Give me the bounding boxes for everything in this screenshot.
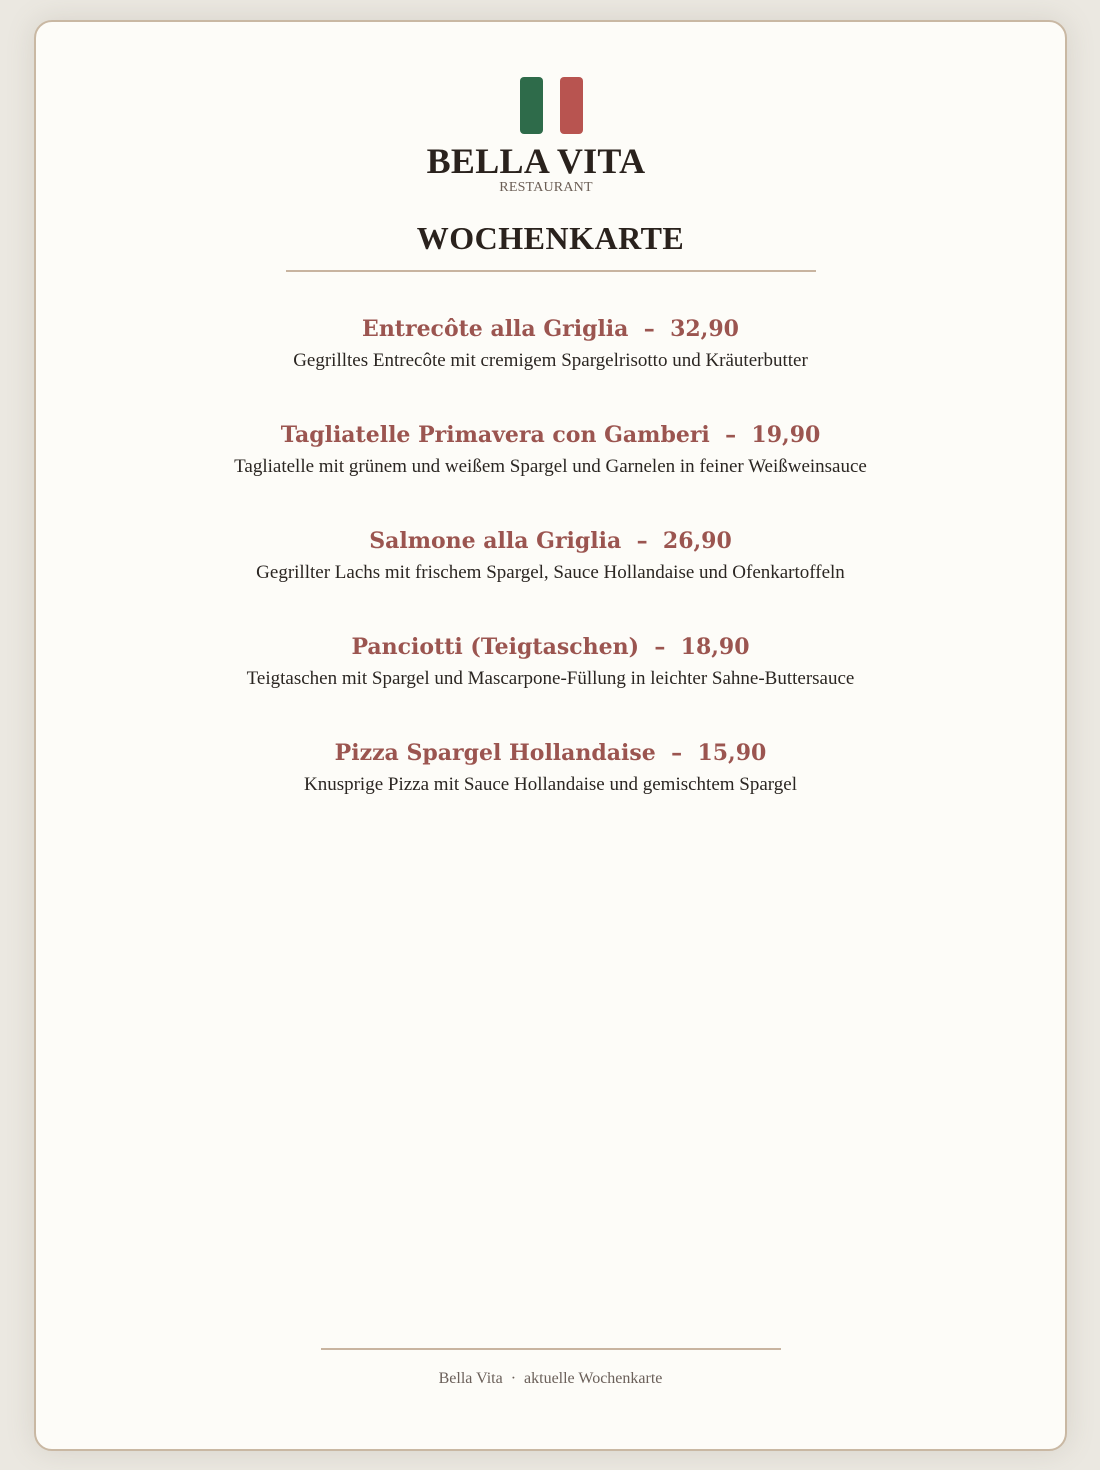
menu-item-name: Panciotti (Teigtaschen): [351, 634, 640, 660]
price-separator: –: [639, 634, 681, 660]
footer-divider: [321, 1348, 781, 1350]
price-separator: –: [655, 740, 698, 766]
menu-item-description: Tagliatelle mit grünem und weißem Spargel und Garnelen in feiner Weißweinsauce: [234, 456, 867, 477]
menu-item: [36, 524, 1065, 630]
menu-item-price: 15,90: [697, 740, 767, 766]
price-separator: –: [628, 316, 671, 342]
title-divider: [286, 270, 816, 272]
menu-item-name: Tagliatelle Primavera con Gamberi: [280, 422, 710, 448]
menu-item: [36, 630, 1065, 736]
menu-items-list: [36, 312, 1065, 842]
menu-item-title: [36, 418, 1065, 452]
restaurant-subtitle: RESTAURANT: [499, 180, 593, 195]
menu-item-description: Gegrillter Lachs mit frischem Spargel, Sauce Hollandaise und Ofenkartoffeln: [256, 562, 845, 583]
menu-item-price: 32,90: [670, 316, 739, 342]
restaurant-name: BELLA VITA: [426, 141, 646, 181]
menu-item-name: Salmone alla Griglia: [369, 528, 622, 554]
menu-item-description: Knusprige Pizza mit Sauce Hollandaise und gemischtem Spargel: [303, 774, 797, 795]
menu-item-title: [36, 630, 1065, 664]
menu-item-description: Gegrilltes Entrecôte mit cremigem Spargelrisotto und Kräuterbutter: [293, 350, 808, 371]
menu-item: [36, 418, 1065, 524]
menu-item-price: 26,90: [662, 528, 732, 554]
menu-item-title: [36, 736, 1065, 770]
menu-item-name: Pizza Spargel Hollandaise: [334, 740, 656, 766]
menu-item-price: 19,90: [751, 422, 821, 448]
italian-flag-icon: [520, 77, 584, 135]
menu-item-title: [36, 524, 1065, 558]
menu-card: [34, 20, 1067, 1451]
menu-item-name: Entrecôte alla Griglia: [362, 316, 629, 342]
flag-red-bar: [560, 77, 583, 134]
menu-item-title: [36, 312, 1065, 346]
menu-item: [36, 312, 1065, 418]
price-separator: –: [621, 528, 663, 554]
page-title: WOCHENKARTE: [416, 220, 685, 256]
menu-item-description: Teigtaschen mit Spargel und Mascarpone-Füllung in leichter Sahne-Buttersauce: [246, 668, 855, 689]
footer-text: Bella Vita · aktuelle Wochenkarte: [438, 1370, 663, 1387]
menu-item-price: 18,90: [680, 634, 750, 660]
price-separator: –: [709, 422, 752, 448]
flag-green-bar: [520, 77, 543, 134]
menu-item: [36, 736, 1065, 842]
